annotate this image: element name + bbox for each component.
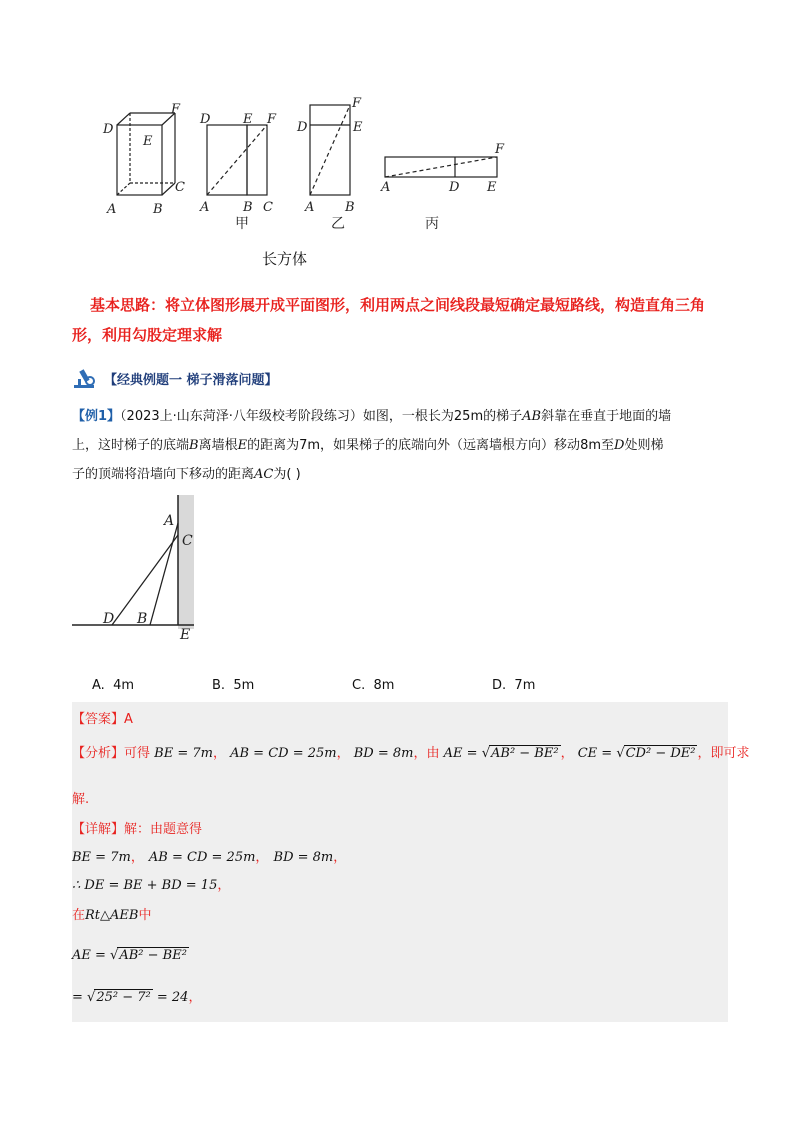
- text: 由: [426, 746, 440, 761]
- label: E: [353, 120, 363, 135]
- detail-label: 【详解】解：由题意得: [72, 822, 203, 837]
- answer-line: [72, 708, 133, 727]
- label: D: [297, 120, 308, 135]
- label: C: [263, 200, 273, 215]
- text: 的梯子: [483, 409, 523, 424]
- text: 处则梯: [624, 438, 664, 453]
- text: 子的顶端将沿墙向下移动的距离: [72, 467, 255, 482]
- equation: BE = 7m: [154, 746, 213, 761]
- label: D: [103, 611, 115, 627]
- value: 8m: [580, 438, 601, 453]
- analysis-label: 【分析】可得: [72, 746, 151, 761]
- label: E: [180, 627, 191, 640]
- text: （2023上·山东菏泽·八年级校考阶段练习）如图，一根长为: [120, 409, 454, 424]
- text: 上，这时梯子的底端: [72, 438, 190, 453]
- label: A: [381, 180, 391, 195]
- label: B: [153, 202, 163, 217]
- detail-line-3: [72, 904, 151, 923]
- equation: AB² − BE²: [491, 746, 559, 761]
- option-a[interactable]: [92, 678, 134, 693]
- answer-value: A: [124, 712, 133, 727]
- text: 为( ): [273, 467, 301, 482]
- value: D: [614, 438, 625, 453]
- equation: =: [72, 990, 88, 1005]
- text: 中: [138, 908, 152, 923]
- label: D: [103, 122, 114, 137]
- microscope-icon: [72, 367, 98, 389]
- option-letter: C.: [352, 678, 366, 693]
- value: E: [237, 438, 248, 453]
- option-c[interactable]: [352, 678, 394, 693]
- option-value: 5m: [233, 678, 255, 693]
- option-letter: A.: [92, 678, 105, 693]
- section-heading: [72, 366, 278, 390]
- label: C: [182, 533, 193, 549]
- text: 斜靠在垂直于地面的墙: [541, 409, 672, 424]
- detail-line-5: = √25² − 7² = 24，: [72, 990, 202, 1005]
- value: AC: [254, 467, 274, 482]
- value: AB: [522, 409, 542, 424]
- detail-line-2: ∴ DE = BE + BD = 15，: [72, 878, 231, 893]
- label: A: [305, 200, 315, 215]
- text: 的距离为: [247, 438, 300, 453]
- sublabel-bing: 丙: [425, 216, 439, 232]
- equation: BD = 8m: [353, 746, 414, 761]
- equation: 25² − 7²: [96, 990, 151, 1005]
- ladder-figure: [70, 495, 200, 640]
- equation: BD = 8m: [273, 850, 334, 865]
- detail-line-4: AE = √AB² − BE²: [72, 948, 187, 963]
- label: C: [175, 180, 185, 195]
- equation: Rt△AEB: [85, 908, 139, 923]
- equation: AE =: [72, 948, 111, 963]
- text: 在: [72, 908, 86, 923]
- value: 25m: [453, 409, 484, 424]
- equation: ∴ DE = BE + BD = 15: [72, 878, 218, 893]
- option-d[interactable]: [492, 678, 535, 693]
- label: A: [200, 200, 210, 215]
- equation: AB = CD = 25m: [148, 850, 256, 865]
- label: F: [267, 112, 277, 127]
- option-value: 4m: [113, 678, 134, 693]
- equation: = 24: [152, 990, 189, 1005]
- label: B: [243, 200, 253, 215]
- label: E: [487, 180, 497, 195]
- label: D: [449, 180, 460, 195]
- detail-line-1: BE = 7m， AB = CD = 25m， BD = 8m，: [72, 850, 347, 865]
- example-tag: 【例1】: [72, 409, 121, 424]
- label: B: [137, 611, 148, 627]
- figure-caption: 长方体: [262, 250, 308, 268]
- text: ，如果梯子的底端向外（远离墙根方向）移动: [320, 438, 581, 453]
- sublabel-yi: 乙: [331, 216, 345, 232]
- cuboid-unfolding-figure: [95, 95, 520, 240]
- text: 至: [601, 438, 615, 453]
- analysis-tail: 解.: [72, 792, 90, 807]
- basic-idea: 基本思路：将立体图形展开成平面图形，利用两点之间线段最短确定最短路线，构造直角三角形，利用勾股定理求解: [72, 296, 706, 344]
- equation: AE =: [443, 746, 482, 761]
- equation: CE =: [577, 746, 617, 761]
- heading-text: 【经典例题一 梯子滑落问题】: [104, 372, 278, 388]
- option-letter: B.: [212, 678, 226, 693]
- option-value: 8m: [373, 678, 395, 693]
- label: E: [143, 134, 153, 149]
- label: A: [164, 513, 175, 529]
- option-value: 7m: [514, 678, 536, 693]
- equation: AB² − BE²: [119, 948, 187, 963]
- answer-label: 【答案】: [72, 712, 125, 727]
- label: E: [243, 112, 253, 127]
- label: D: [200, 112, 211, 127]
- text: ，即可求: [697, 746, 750, 761]
- equation: BE = 7m: [72, 850, 131, 865]
- question-text: [72, 402, 732, 489]
- text: 离墙根: [198, 438, 238, 453]
- equation: CD² − DE²: [625, 746, 696, 761]
- value: B: [189, 438, 199, 453]
- label: F: [171, 102, 181, 117]
- option-letter: D.: [492, 678, 507, 693]
- analysis-line: 【分析】可得 BE = 7m， AB = CD = 25m， BD = 8m，由 AE = √AB² − BE² ， CE = √CD² − DE² ，即可求: [72, 746, 750, 761]
- label: F: [352, 96, 362, 111]
- label: B: [345, 200, 355, 215]
- label: A: [107, 202, 117, 217]
- equation: AB = CD = 25m: [230, 746, 337, 761]
- value: 7m: [299, 438, 321, 453]
- sublabel-jia: 甲: [235, 216, 249, 232]
- label: F: [495, 142, 505, 157]
- option-b[interactable]: [212, 678, 254, 693]
